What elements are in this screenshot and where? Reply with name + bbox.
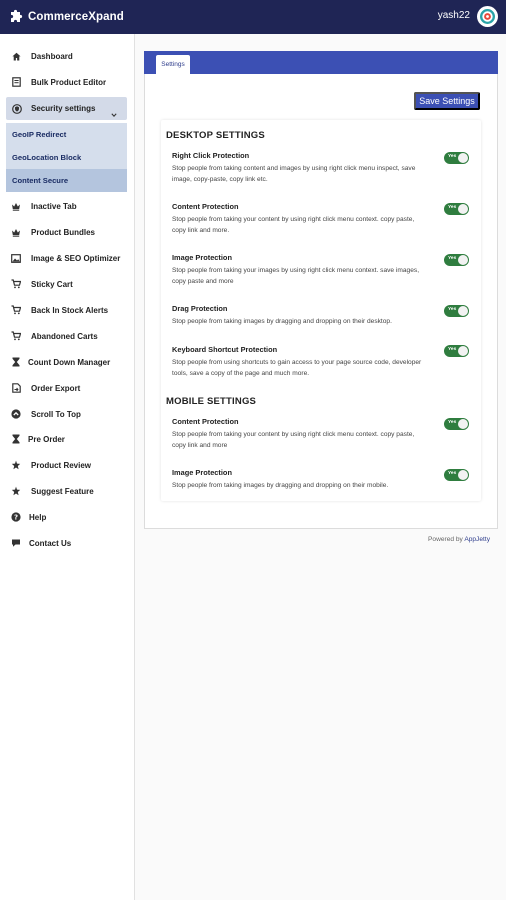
home-icon (11, 51, 21, 61)
sidebar-item-scroll-to-top[interactable] (0, 402, 134, 426)
sidebar-item-label: Suggest Feature (31, 486, 94, 496)
username[interactable]: yash22 (437, 10, 470, 21)
tab-settings[interactable]: Settings (156, 55, 190, 74)
sidebar-item-label: Scroll To Top (31, 409, 81, 419)
toggle-knob (458, 255, 468, 265)
sidebar-item-label: Security settings (31, 104, 96, 113)
brand-name: CommerceXpand (28, 11, 124, 23)
crown-icon (11, 201, 21, 211)
cart-icon (11, 331, 21, 341)
sidebar-item-label: Image & SEO Optimizer (31, 253, 121, 263)
sidebar-item-count-down-manager[interactable] (0, 350, 134, 374)
save-settings-button[interactable]: Save Settings (414, 92, 480, 110)
toggle-label: Yes (448, 307, 457, 312)
sidebar-item-help[interactable] (0, 505, 134, 529)
crown-icon (11, 227, 21, 237)
sidebar-item-pre-order[interactable] (0, 427, 134, 451)
sidebar-item-back-in-stock-alerts[interactable] (0, 298, 134, 322)
sidebar-item-dashboard[interactable] (0, 44, 134, 68)
sidebar-item-order-export[interactable] (0, 376, 134, 400)
desktop-settings-heading: DESKTOP SETTINGS (166, 130, 265, 141)
toggle-label: Yes (448, 471, 457, 476)
sidebar-item-label: Product Review (31, 460, 92, 470)
tabs-bar (144, 51, 498, 74)
star-icon (11, 486, 21, 496)
setting-title-mobile-content: Content Protection (172, 417, 239, 426)
setting-title-image: Image Protection (172, 253, 232, 262)
sidebar-item-label: Order Export (31, 383, 81, 393)
puzzle-logo-icon (9, 9, 25, 25)
sidebar-item-label: Bulk Product Editor (31, 77, 107, 87)
sidebar-item-label: Abandoned Carts (31, 331, 98, 341)
footer-prefix: Powered by (428, 536, 463, 543)
toggle-right-click-protection[interactable] (444, 152, 469, 164)
top-header-bar (0, 0, 506, 34)
sidebar (0, 34, 135, 900)
sidebar-item-sticky-cart[interactable] (0, 272, 134, 296)
star-icon (11, 460, 21, 470)
toggle-image-protection[interactable] (444, 254, 469, 266)
sidebar-item-label: Pre Order (28, 434, 65, 444)
arrow-up-circle-icon (11, 409, 21, 419)
sidebar-item-label: Sticky Cart (31, 279, 73, 289)
toggle-drag-protection[interactable] (444, 305, 469, 317)
toggle-knob (458, 346, 468, 356)
avatar[interactable] (477, 6, 498, 27)
setting-desc-mobile-image: Stop people from taking images by dragging and dropping on their mobile. (172, 482, 389, 489)
setting-title-keyboard-shortcut: Keyboard Shortcut Protection (172, 345, 278, 354)
avatar-target-icon (479, 8, 496, 25)
setting-desc-image: Stop people from taking your images by using right click menu context. save images, copy paste and more (172, 267, 420, 286)
sidebar-item-label: Count Down Manager (28, 357, 111, 367)
toggle-knob (458, 419, 468, 429)
toggle-label: Yes (448, 347, 457, 352)
sidebar-item-label: Back In Stock Alerts (31, 305, 109, 315)
chevron-down-icon (111, 105, 117, 123)
setting-title-mobile-image: Image Protection (172, 468, 232, 477)
footer-company-link[interactable]: AppJetty (464, 536, 490, 543)
sidebar-item-product-bundles[interactable] (0, 220, 134, 244)
sidebar-item-label: Dashboard (31, 51, 73, 61)
submenu-item-content-secure[interactable] (6, 169, 127, 192)
toggle-content-protection[interactable] (444, 203, 469, 215)
help-icon (11, 512, 21, 522)
submenu-item-label: GeoIP Redirect (12, 130, 67, 139)
svg-text:?: ? (13, 513, 19, 522)
setting-title-content: Content Protection (172, 202, 239, 211)
toggle-label: Yes (448, 205, 457, 210)
toggle-label: Yes (448, 256, 457, 261)
setting-desc-drag: Stop people from taking images by dragging and dropping on their desktop. (172, 318, 392, 325)
toggle-mobile-image-protection[interactable] (444, 469, 469, 481)
brand[interactable] (9, 9, 124, 25)
toggle-label: Yes (448, 420, 457, 425)
sidebar-item-suggest-feature[interactable] (0, 479, 134, 503)
cart-icon (11, 279, 21, 289)
sidebar-item-inactive-tab[interactable] (0, 194, 134, 218)
chat-icon (11, 538, 21, 548)
toggle-knob (458, 204, 468, 214)
toggle-knob (458, 153, 468, 163)
submenu-item-label: GeoLocation Block (12, 153, 82, 162)
submenu-item-geolocation-block[interactable] (6, 146, 127, 169)
setting-desc-right-click: Stop people from taking content and images by using right click menu inspect, save image, copy-paste, copy link etc. (172, 165, 416, 184)
sidebar-item-label: Inactive Tab (31, 201, 77, 211)
setting-title-right-click: Right Click Protection (172, 151, 250, 160)
export-doc-icon (11, 383, 21, 393)
sidebar-item-label: Contact Us (29, 538, 72, 548)
submenu-item-label: Content Secure (12, 176, 69, 185)
hourglass-icon (11, 357, 21, 367)
security-submenu (6, 123, 127, 192)
sidebar-item-product-review[interactable] (0, 453, 134, 477)
sidebar-item-bulk-product-editor[interactable] (0, 70, 134, 94)
cart-icon (11, 305, 21, 315)
toggle-keyboard-shortcut-protection[interactable] (444, 345, 469, 357)
toggle-label: Yes (448, 154, 457, 159)
shield-icon (12, 104, 22, 114)
setting-desc-mobile-content: Stop people from taking your content by using right click menu context. copy paste, copy link and more (172, 431, 415, 450)
hourglass-icon (11, 434, 21, 444)
image-icon (11, 253, 21, 263)
sidebar-item-label: Product Bundles (31, 227, 96, 237)
toggle-knob (458, 470, 468, 480)
sidebar-item-security-settings[interactable] (6, 97, 127, 120)
toggle-knob (458, 306, 468, 316)
toggle-mobile-content-protection[interactable] (444, 418, 469, 430)
setting-desc-content: Stop people from taking your content by using right click menu context. copy paste, copy link and more. (172, 216, 415, 235)
setting-desc-keyboard-shortcut: Stop people from using shortcuts to gain access to your page source code, developer tools, save a copy of the page and much more. (172, 359, 422, 378)
sidebar-item-label: Help (29, 512, 47, 522)
edit-doc-icon (11, 77, 21, 87)
sidebar-item-contact-us[interactable] (0, 531, 134, 555)
footer (428, 536, 490, 543)
submenu-item-geoip-redirect[interactable] (6, 123, 127, 146)
setting-title-drag: Drag Protection (172, 304, 228, 313)
sidebar-item-image-seo-optimizer[interactable] (0, 246, 134, 270)
sidebar-item-abandoned-carts[interactable] (0, 324, 134, 348)
mobile-settings-heading: MOBILE SETTINGS (166, 396, 257, 407)
